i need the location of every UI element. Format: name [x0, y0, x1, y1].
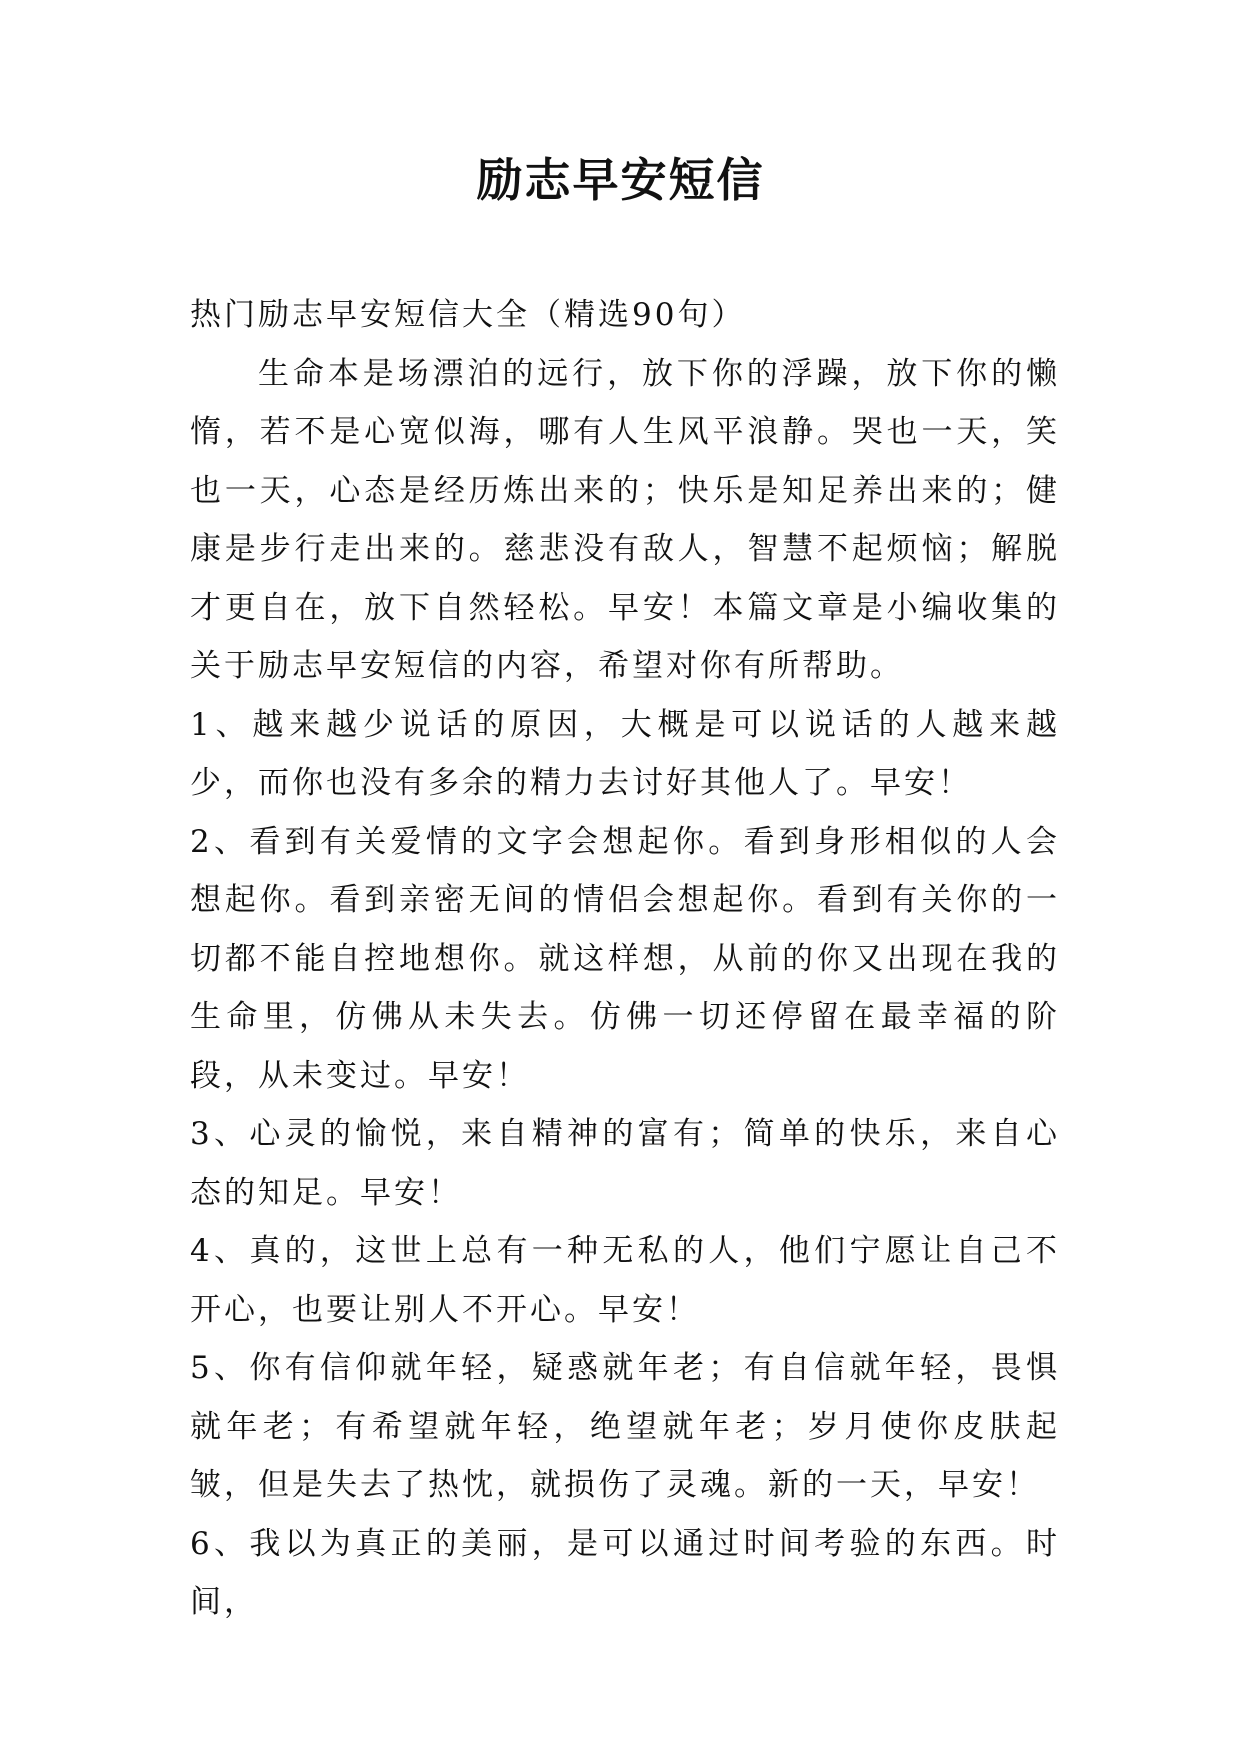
list-item: 4、真的，这世上总有一种无私的人，他们宁愿让自己不开心，也要让别人不开心。早安！: [190, 1233, 1060, 1328]
document-title: 励志早安短信: [476, 153, 765, 207]
intro-paragraph: 生命本是场漂泊的远行，放下你的浮躁，放下你的懒惰，若不是心宽似海，哪有人生风平浪静。哭也一天，笑也一天，心态是经历炼出来的；快乐是知足养出来的；健康是步行走出来的。慈悲没有敌人，智慧不起烦恼；解脱才更自在，放下自然轻松。早安！本篇文章是小编收集的关于励志早安短信的内容，希望对你有所帮助。: [190, 355, 1060, 684]
document-subtitle: 热门励志早安短信大全（精选90句）: [190, 297, 746, 333]
document-body: [190, 286, 1060, 1632]
list-item: 1、越来越少说话的原因，大概是可以说话的人越来越少，而你也没有多余的精力去讨好其他人了。早安！: [190, 706, 1060, 801]
list-item: 3、心灵的愉悦，来自精神的富有；简单的快乐，来自心态的知足。早安！: [190, 1116, 1060, 1211]
list-item: 5、你有信仰就年轻，疑惑就年老；有自信就年轻，畏惧就年老；有希望就年轻，绝望就年老；岁月使你皮肤起皱，但是失去了热忱，就损伤了灵魂。新的一天，早安！: [190, 1350, 1060, 1503]
list-item: 6、我以为真正的美丽，是可以通过时间考验的东西。时间，: [190, 1525, 1060, 1620]
list-item: 2、看到有关爱情的文字会想起你。看到身形相似的人会想起你。看到亲密无间的情侣会想起你。看到有关你的一切都不能自控地想你。就这样想，从前的你又出现在我的生命里，仿佛从未失去。仿佛一切还停留在最幸福的阶段，从未变过。早安！: [190, 823, 1060, 1094]
